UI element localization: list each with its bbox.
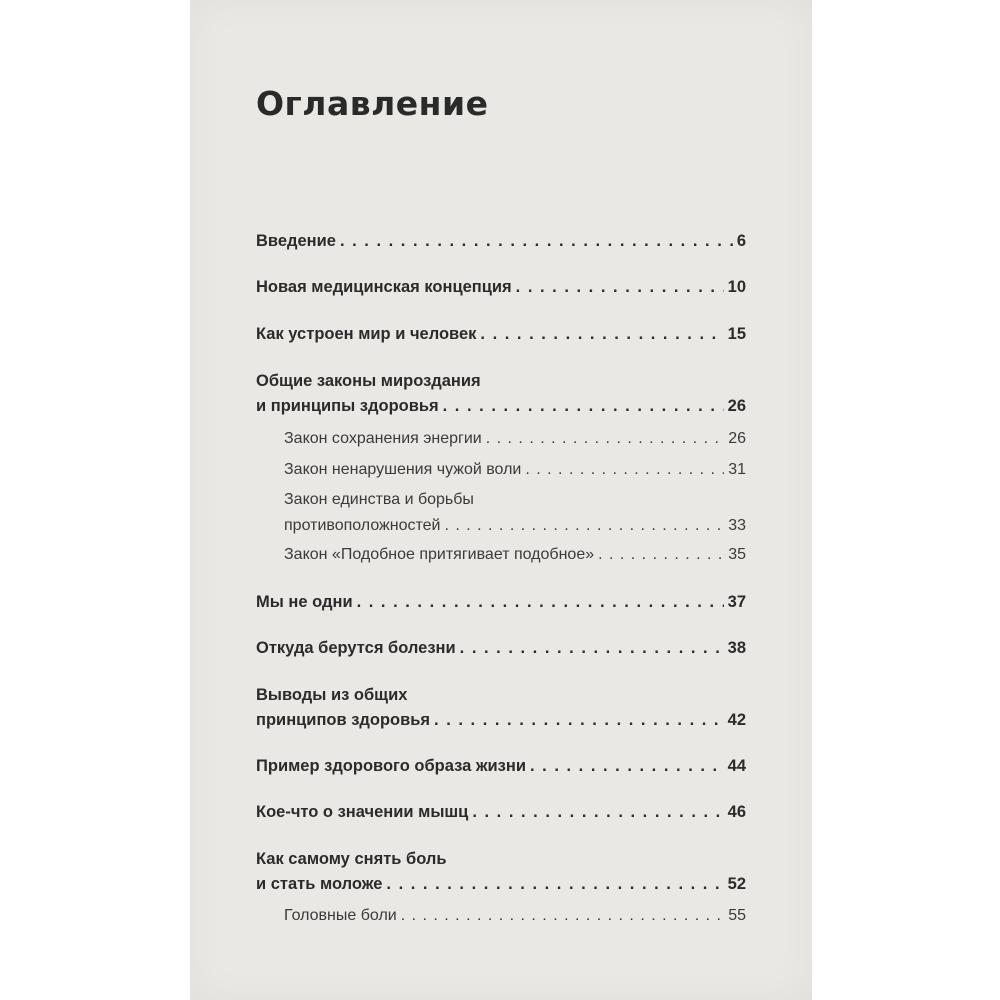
toc-page-number: 6: [736, 232, 746, 250]
toc-page-number: 44: [727, 757, 746, 775]
dot-leader: [598, 544, 724, 566]
toc-entry: [256, 276, 746, 298]
toc-entry: [256, 323, 746, 345]
toc-entry: [256, 637, 746, 659]
toc-page-number: 15: [727, 325, 746, 343]
dot-leader: [386, 873, 723, 895]
toc-page-number: 35: [728, 546, 746, 563]
toc-page-number: 38: [727, 639, 746, 657]
toc-entry-title: Как самому снять боль: [256, 850, 447, 868]
toc-page-number: 42: [727, 711, 746, 729]
toc-entry: [256, 370, 746, 417]
toc-entry-title: противоположностей: [284, 517, 441, 534]
dot-leader: [460, 637, 724, 659]
toc-entry-title: Общие законы мироздания: [256, 372, 481, 390]
toc-page-number: 55: [728, 907, 746, 924]
toc-subentry: [284, 459, 746, 481]
toc-page-number: 26: [728, 430, 746, 447]
toc-entry: [256, 591, 746, 613]
toc-page-number: 26: [727, 397, 746, 415]
toc-subentry: [284, 428, 746, 450]
toc-page-number: 33: [728, 517, 746, 534]
toc-page-number: 37: [727, 593, 746, 611]
toc-entry-title: Закон единства и борьбы: [284, 491, 474, 508]
toc-entry-title: и стать моложе: [256, 875, 383, 893]
toc-page-number: 52: [727, 875, 746, 893]
toc-entry-title: Как устроен мир и человек: [256, 325, 477, 343]
book-page: [190, 0, 812, 1000]
toc-subentry: [284, 544, 746, 566]
toc-entry-title: Введение: [256, 232, 336, 250]
toc-page-number: 31: [728, 461, 746, 478]
toc-subentry: [284, 489, 746, 537]
toc-entry-title: Закон «Подобное притягивает подобное»: [284, 546, 595, 563]
dot-leader: [525, 459, 724, 481]
dot-leader: [444, 515, 724, 537]
dot-leader: [340, 230, 733, 252]
toc-entry-title: Закон ненарушения чужой воли: [284, 461, 522, 478]
dot-leader: [443, 395, 724, 417]
dot-leader: [434, 709, 724, 731]
dot-leader: [530, 755, 724, 777]
dot-leader: [480, 323, 723, 345]
dot-leader: [357, 591, 724, 613]
toc-entry-title: Откуда берутся болезни: [256, 639, 456, 657]
dot-leader: [486, 428, 724, 450]
toc-entry-title: Выводы из общих: [256, 686, 408, 704]
toc-entry: [256, 755, 746, 777]
toc-page-number: 10: [727, 278, 746, 296]
toc-subentry: [284, 905, 746, 927]
toc-entry: [256, 801, 746, 823]
toc-entry-title: и принципы здоровья: [256, 397, 439, 415]
dot-leader: [472, 801, 723, 823]
dot-leader: [516, 276, 724, 298]
toc-entry: [256, 848, 746, 895]
toc-entry-title: Кое-что о значении мышц: [256, 803, 469, 821]
toc-entry: [256, 684, 746, 731]
toc-entry-title: Закон сохранения энергии: [284, 430, 482, 447]
toc-page-number: 46: [727, 803, 746, 821]
toc-entry-title: Мы не одни: [256, 593, 353, 611]
dot-leader: [401, 905, 724, 927]
toc-entry-title: Пример здорового образа жизни: [256, 757, 526, 775]
page-title: Оглавление: [256, 84, 489, 123]
toc-entry: [256, 230, 746, 252]
toc-entry-title: Новая медицинская концепция: [256, 278, 512, 296]
toc-entry-title: Головные боли: [284, 907, 397, 924]
toc-entry-title: принципов здоровья: [256, 711, 431, 729]
